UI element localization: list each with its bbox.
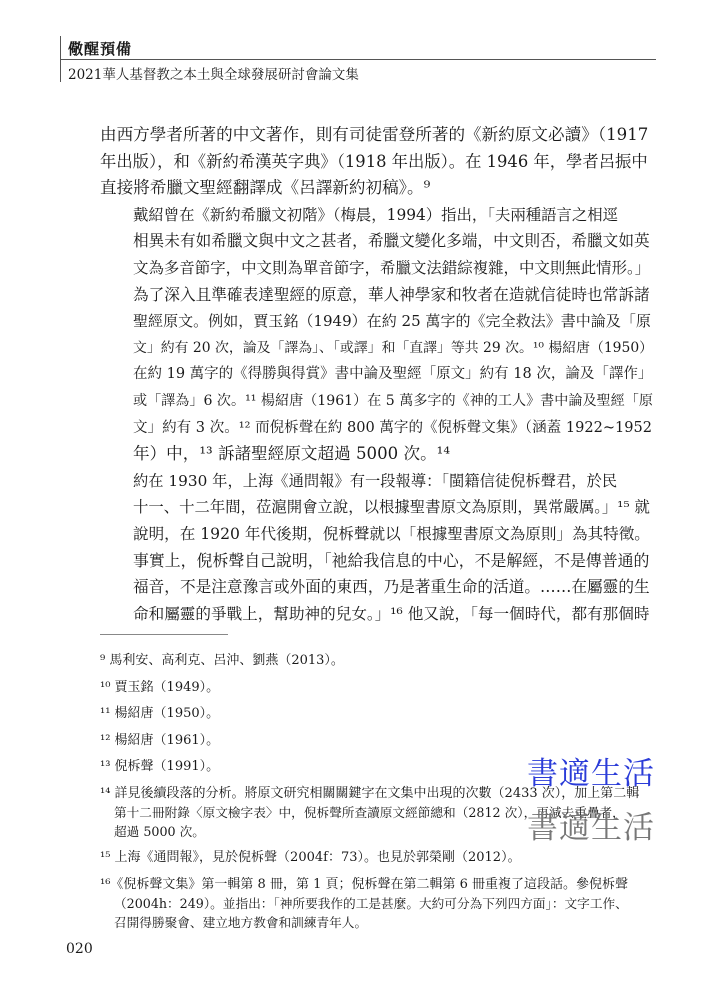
text-line: 直接將希臘文聖經翻譯成《呂譯新約初稿》。⁹	[100, 178, 431, 198]
text-line: 文」約有 20 次，論及「譯為」、「或譯」和「直譯」等共 29 次。¹⁰ 楊紹唐（1950）	[133, 339, 654, 356]
text-line: 在約 19 萬字的《得勝與得賞》書中論及聖經「原文」約有 18 次，論及「譯作」	[133, 366, 653, 383]
body-paragraph	[100, 468, 648, 628]
watermark	[505, 748, 655, 848]
footnote-line: ¹⁰ 賈玉銘（1949）。	[100, 679, 220, 695]
footnote-line: 召開得勝聚會、建立地方教會和訓練青年人。	[114, 914, 368, 930]
footnote-line: ¹³ 倪柝聲（1991）。	[100, 759, 220, 774]
text-line: 文為多音節字，中文則為單音節字，希臘文法錯綜複雜，中文則無此情形。」	[133, 258, 651, 277]
footnote	[100, 875, 648, 932]
text-line: 年出版），和《新約希漢英字典》（1918 年出版）。在 1946 年，學者呂振中	[100, 151, 648, 171]
text-line: 命和屬靈的爭戰上，幫助神的兒女。」¹⁶ 他又說，「每一個時代，都有那個時	[133, 604, 650, 623]
text-line: 聖經原文。例如，賈玉銘（1949）在約 25 萬字的《完全救法》書中論及「原	[133, 312, 651, 331]
text-line: 約在 1930 年，上海《通問報》有一段報導：「閩籍信徒倪柝聲君，於民	[133, 471, 618, 490]
footnote-line: ¹² 楊紹唐（1961）。	[100, 732, 220, 748]
footnote	[100, 678, 648, 697]
header-horizontal-rule	[60, 59, 656, 60]
text-line: 事實上，倪柝聲自己說明，「祂給我信息的中心，不是解經，不是傳普通的	[133, 550, 650, 570]
footnote-line: （2004h：249）。並指出：「神所要我作的工是甚麼。大約可分為下列四方面」：文字工作、	[114, 895, 628, 911]
book-title: 儆醒預備	[68, 40, 133, 58]
watermark-text-blue: 書適生活	[527, 756, 655, 792]
text-line: 福音，不是注意豫言或外面的東西，乃是著重生命的活道。……在屬靈的生	[133, 577, 650, 597]
text-line: 十一、十二年間，莅滬開會立說，以根據聖書原文為原則，異常嚴厲。」¹⁵ 就	[133, 498, 650, 517]
footnote-separator	[100, 634, 228, 635]
running-header	[60, 36, 656, 82]
footnote-line: ¹⁴ 詳見後續段落的分析。將原文研究相關關鍵字在文集中出現的次數（2433 次），加上第二輯	[100, 785, 640, 801]
text-line: 為了深入且準確表達聖經的原意，華人神學家和牧者在造就信徒時也常訴諸	[133, 284, 650, 304]
book-subtitle: 2021華人基督教之本土與全球發展研討會論文集	[68, 67, 359, 83]
footnote-line: ¹⁵ 上海《通問報》，見於倪柝聲（2004f：73）。也見於郭榮剛（2012）。	[100, 850, 521, 865]
footnote	[100, 651, 648, 670]
footnote	[100, 704, 648, 723]
text-line: 年）中，¹³ 訴諸聖經原文超過 5000 次。¹⁴	[133, 444, 450, 464]
footnote-line: ⁹ 馬利安、高利克、呂沖、劉燕（2013）。	[100, 653, 344, 668]
text-line: 由西方學者所著的中文著作，則有司徒雷登所著的《新約原文必讀》（1917	[100, 125, 649, 144]
text-line: 文」約有 3 次。¹² 而倪柝聲在約 800 萬字的《倪柝聲文集》（涵蓋 1922~1952	[133, 418, 653, 436]
text-line: 說明，在 1920 年代後期，倪柝聲就以「根據聖書原文為原則」為其特徵。	[133, 524, 650, 543]
footnote-line: 第十二冊附錄〈原文檢字表〉中，倪柝聲所查讀原文經節總和（2812 次），再減去重疊者，	[114, 804, 625, 820]
footnote	[100, 731, 648, 750]
watermark-text-gray: 書適生活	[527, 810, 655, 846]
body-text	[100, 122, 654, 627]
text-line: 相異未有如希臘文與中文之甚者，希臘文變化多端，中文則否，希臘文如英	[133, 231, 650, 251]
footnote-line: ¹¹ 楊紹唐（1950）。	[100, 706, 220, 721]
page-number: 020	[66, 941, 93, 957]
body-paragraph	[100, 202, 654, 468]
body-paragraph	[100, 122, 648, 202]
footnote	[100, 848, 648, 867]
text-line: 或「譯為」6 次。¹¹ 楊紹唐（1961）在 5 萬多字的《神的工人》書中論及聖經「原	[133, 392, 653, 409]
footnote-line: ¹⁶《倪柝聲文集》第一輯第 8 冊，第 1 頁；倪柝聲在第二輯第 6 冊重複了這段話。參倪柝聲	[100, 876, 629, 892]
footnote-line: 超過 5000 次。	[114, 823, 205, 839]
text-line: 戴紹曾在《新約希臘文初階》（梅晨，1994）指出，「夫兩種語言之相逕	[133, 205, 618, 224]
